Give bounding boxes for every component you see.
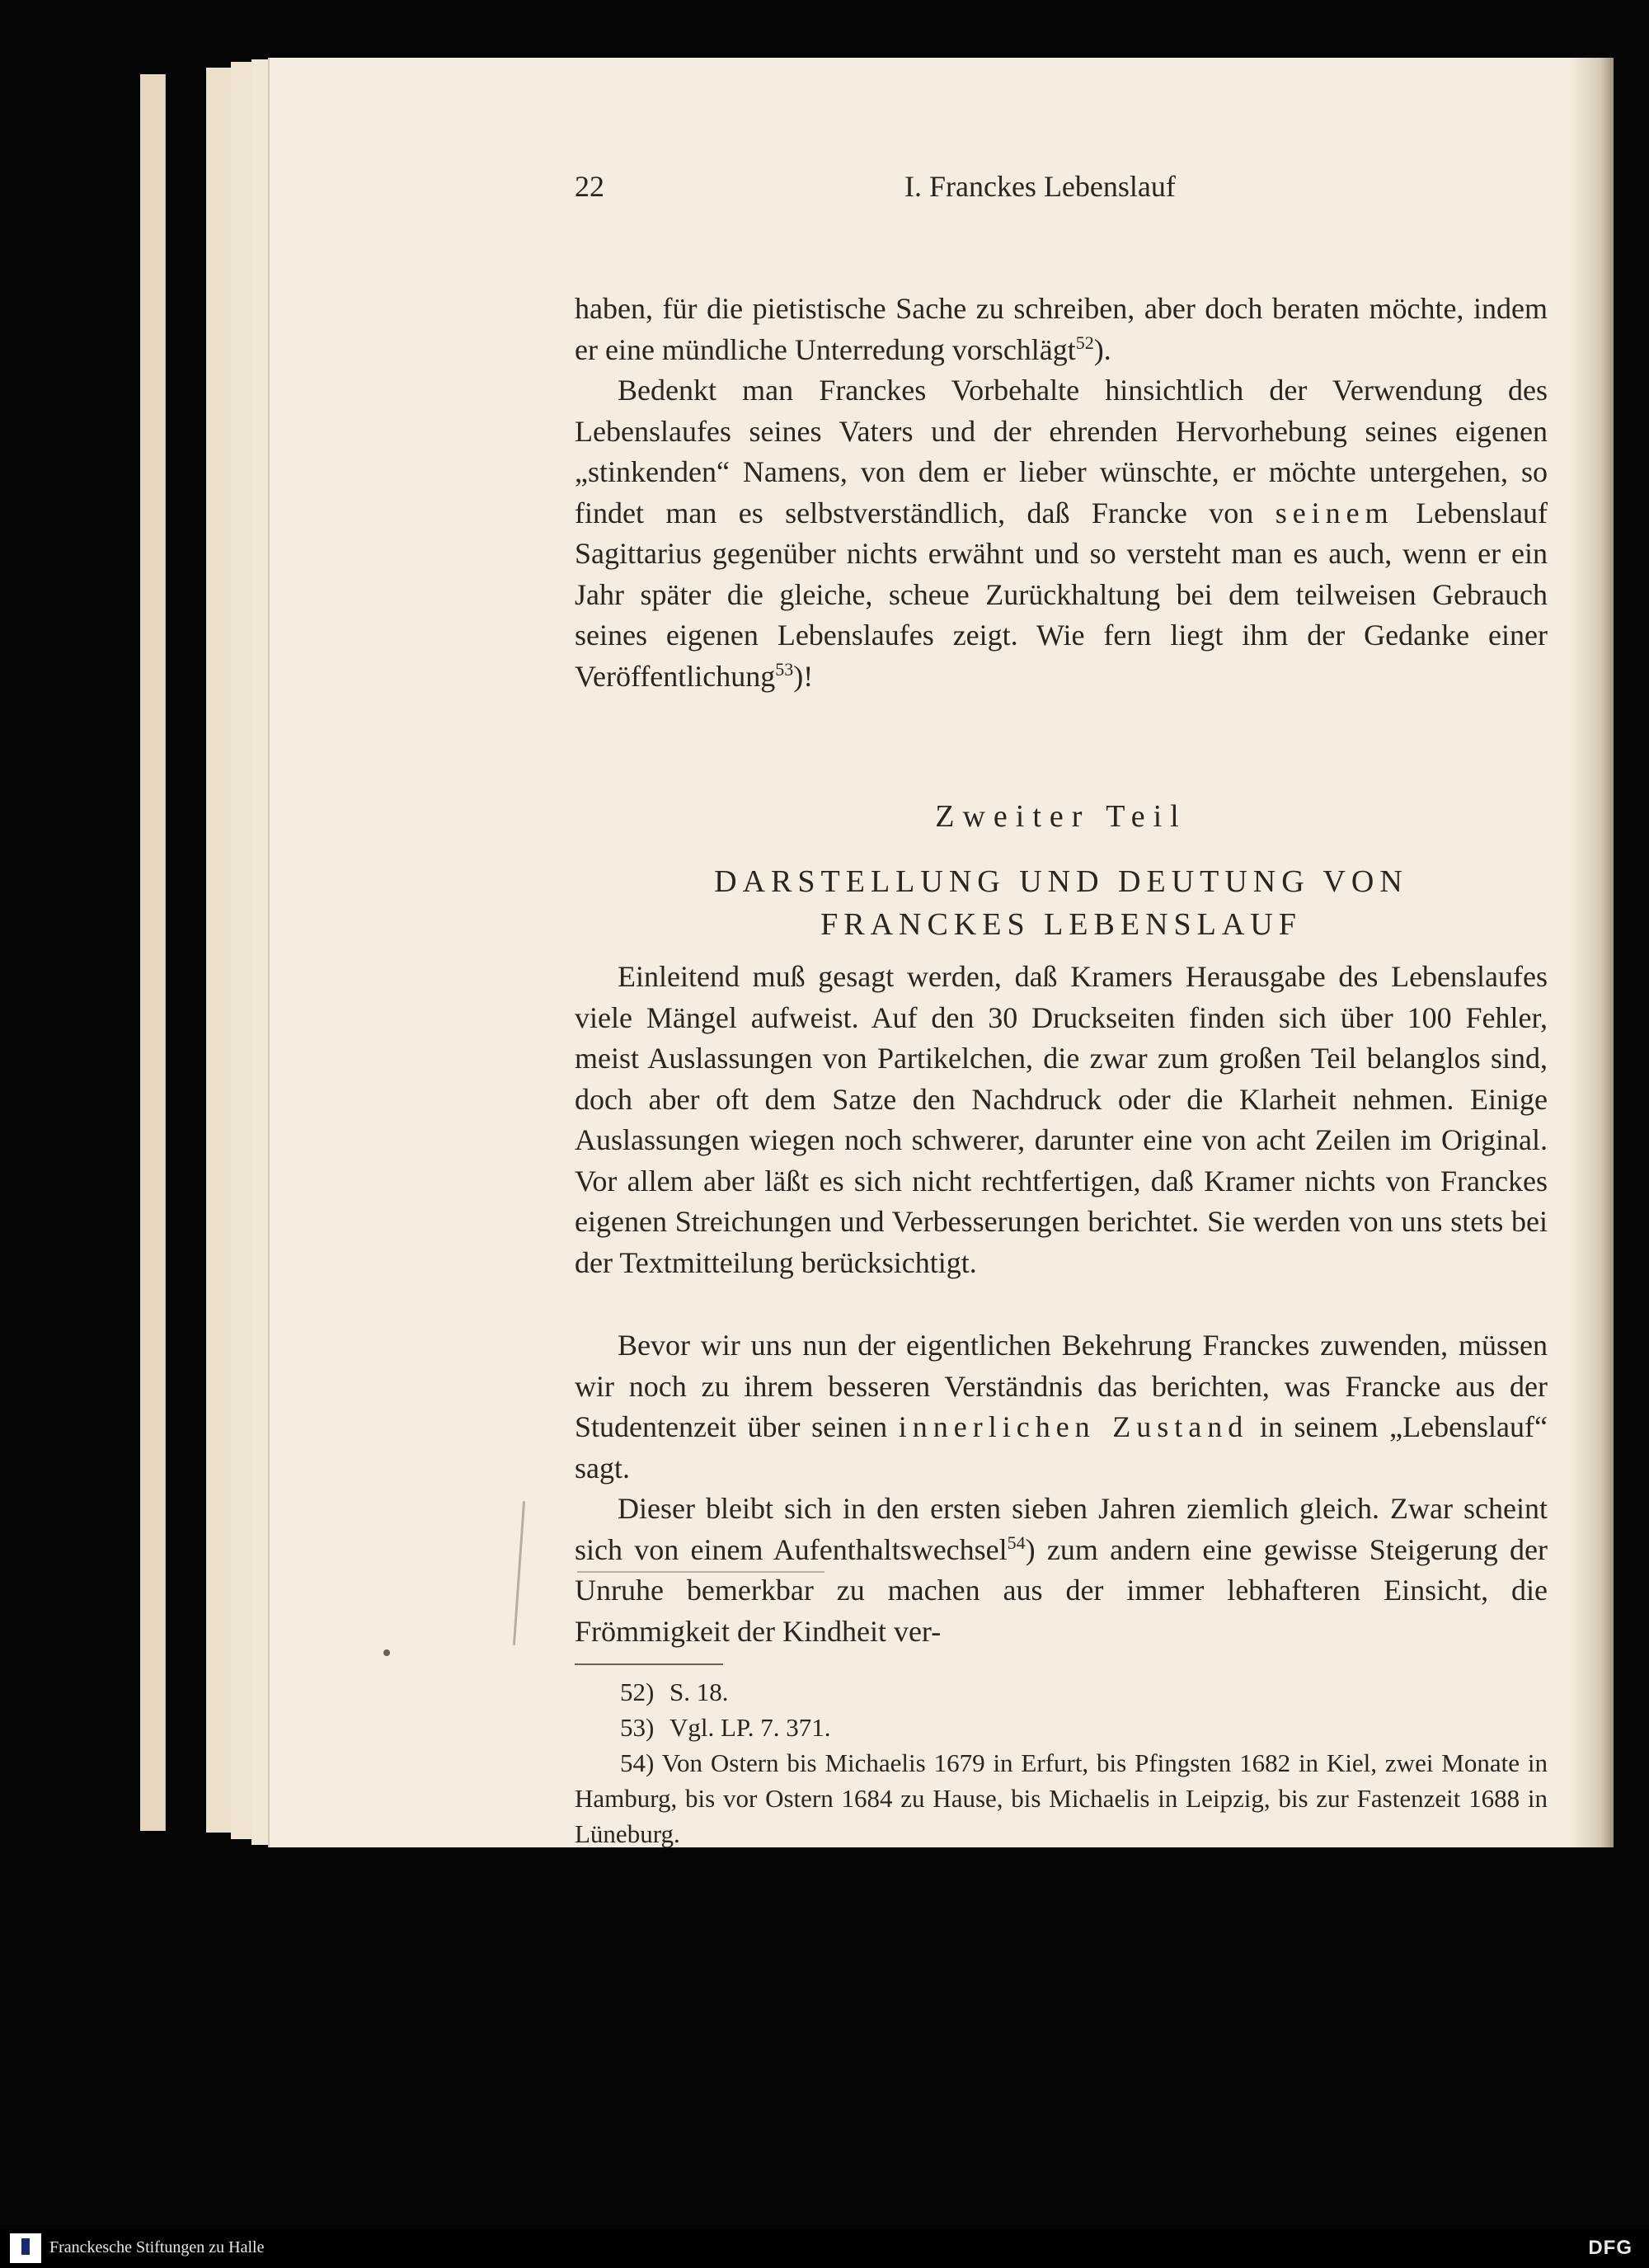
page-edge xyxy=(140,74,166,1831)
footnote: 53) Vgl. LP. 7. 371. xyxy=(620,1713,831,1742)
footnote-ref: 52 xyxy=(1075,332,1094,353)
viewer-footer xyxy=(0,2228,1649,2268)
pencil-underline xyxy=(577,1571,824,1573)
page-number: 22 xyxy=(575,170,604,203)
institution-logo-icon xyxy=(10,2233,41,2263)
paragraph-2: Bedenkt man Franckes Vorbehalte hinsichtlich der Verwendung des Lebenslaufes seines Vaters und der ehrenden Hervorhebung seines eigenen „stinkenden“ Namens, von dem er lieber wünschte, er möchte untergehen, so findet man es selbstverständlich, daß Francke von seinem Lebenslauf Sagittarius gegenüber nichts erwähnt und so versteht man es auch, wenn er ein Jahr später die gleiche, scheue Zurückhaltung bei dem teilweisen Gebrauch seines eigenen Lebenslaufes zeigt. Wie fern liegt ihm der Gedanke einer Veröffentlichung$^{53}$)! xyxy=(575,374,1548,693)
footnote: 52) S. 18. xyxy=(620,1677,729,1706)
margin-dot xyxy=(383,1649,390,1656)
footnote-ref: 53 xyxy=(775,658,794,680)
dfg-logo: DFG xyxy=(1588,2237,1633,2259)
paragraph-1: haben, für die pietistische Sache zu schreiben, aber doch beraten möchte, indem er eine mündliche Unterredung vorschlägt$^{52}$). xyxy=(575,292,1548,366)
page-edge xyxy=(206,68,232,1833)
part-label: Zweiter Teil xyxy=(935,799,1187,834)
institution-label: Franckesche Stiftungen zu Halle xyxy=(49,2238,265,2256)
spaced-emphasis: seinem xyxy=(1275,496,1394,529)
paragraph-3: Einleitend muß gesagt werden, daß Kramers Herausgabe des Lebenslaufes viele Mängel aufweist. Auf den 30 Druckseiten finden sich über 100 Fehler, meist Auslassungen von Partikelchen, die zwar zum großen Teil belanglos sind, doch aber oft dem Satze den Nachdruck oder die Klarheit nehmen. Einige Auslassungen wiegen noch schwerer, darunter eine von acht Zeilen im Original. Vor allem aber läßt es sich nicht rechtfertigen, daß Kramer nichts von Franckes eigenen Streichungen und Verbesserungen berichtet. Sie werden von uns stets bei der Textmitteilung berücksichtigt. xyxy=(575,960,1548,1279)
footnote-rule xyxy=(575,1663,723,1665)
page-gutter-shadow xyxy=(1568,58,1614,1847)
section-title: DARSTELLUNG UND DEUTUNG VON FRANCKES LEBENSLAUF xyxy=(714,864,1408,942)
footnote: 54) Von Ostern bis Michaelis 1679 in Erfurt, bis Pfingsten 1682 in Kiel, zwei Monate in Hamburg, bis vor Ostern 1684 zu Hause, bis Michaelis in Leipzig, bis zur Fastenzeit 1688 in Lüneburg. xyxy=(575,1748,1548,1848)
running-title: I. Franckes Lebenslauf xyxy=(904,170,1176,203)
paragraph-4: Bevor wir uns nun der eigentlichen Bekehrung Franckes zuwenden, müssen wir noch zu ihrem besseren Verständnis das berichten, was Francke aus der Studentenzeit über seinen innerlichen Zustand in seinem „Lebenslauf“ sagt. xyxy=(575,1329,1548,1485)
paragraph-5: Dieser bleibt sich in den ersten sieben Jahren ziemlich gleich. Zwar scheint sich von einem Aufenthaltswechsel$^{54}$) zum andern eine gewisse Steigerung der Unruhe bemerkbar zu machen aus der immer lebhafteren Einsicht, die Frömmigkeit der Kindheit ver- xyxy=(575,1492,1548,1648)
spaced-emphasis: innerlichen Zustand xyxy=(898,1410,1249,1443)
footnote-ref: 54 xyxy=(1007,1532,1026,1553)
